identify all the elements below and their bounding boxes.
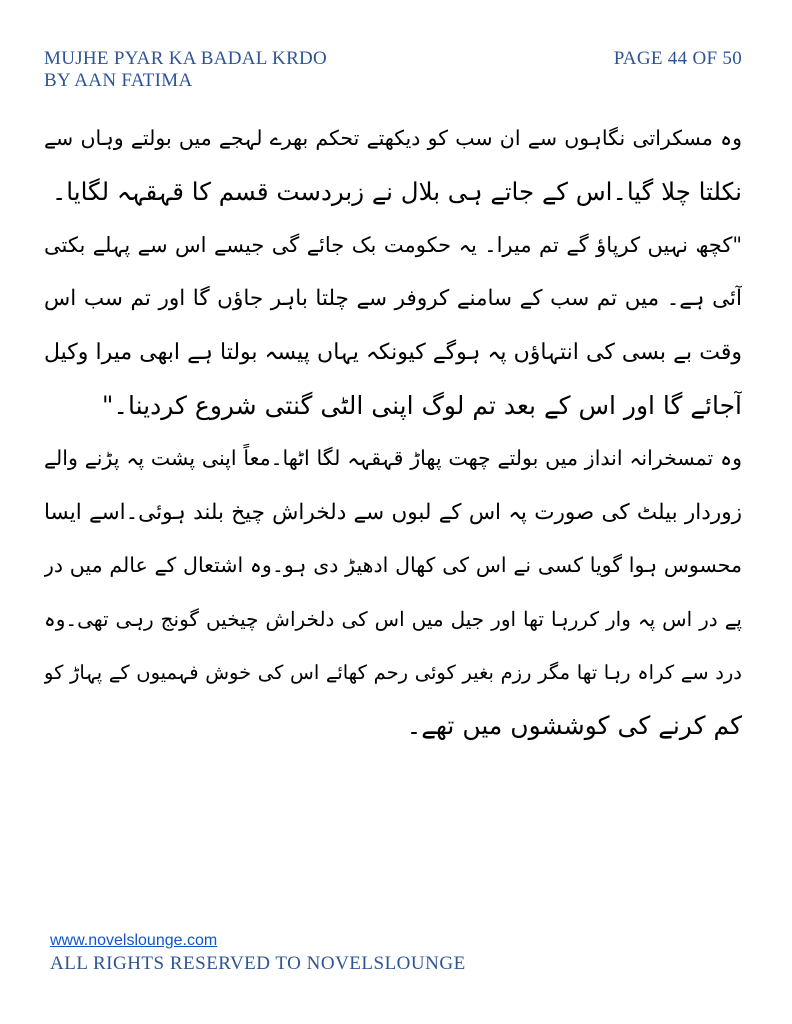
text-line: وہ تمسخرانہ انداز میں بولتے چھت پھاڑ قہقہہ لگا اٹھا۔معاً اپنی پشت پہ پڑنے والے	[44, 446, 742, 471]
website-link[interactable]: www.novelslounge.com	[50, 932, 218, 949]
book-title: MUJHE PYAR KA BADAL KRDO	[44, 48, 328, 69]
text-line: "کچھ نہیں کرپاؤ گے تم میرا۔ یہ حکومت بک جائے گی جیسے اس سے پہلے بکتی	[44, 232, 742, 257]
page-header	[44, 48, 742, 92]
urdu-body-text	[44, 112, 742, 753]
page-number: PAGE 44 OF 50	[613, 48, 742, 69]
header-left	[44, 48, 327, 92]
text-line: آجائے گا اور اس کے بعد تم لوگ اپنی الٹی گنتی شروع کردینا۔"	[101, 390, 742, 420]
text-line: نکلتا چلا گیا۔اس کے جاتے ہی بلال نے زبردست قسم کا قہقہہ لگایا۔	[51, 177, 742, 207]
text-line: زوردار بیلٹ کی صورت پہ اس کے لبوں سے دلخراش چیخ بلند ہوئی۔اسے ایسا	[44, 499, 742, 525]
author-name: BY AAN FATIMA	[44, 70, 193, 91]
text-line: وہ مسکراتی نگاہوں سے ان سب کو دیکھتے تحکم بھرے لہجے میں بولتے وہاں سے	[44, 126, 742, 150]
text-line: محسوس ہوا گویا کسی نے اس کی کھال ادھیڑ دی ہو۔وہ اشتعال کے عالم میں در	[44, 553, 742, 578]
text-line: پے در اس پہ وار کررہا تھا اور جیل میں اس کی دلخراش چیخیں گونج رہی تھی۔وہ	[44, 606, 742, 631]
text-line: وقت بے بسی کی انتہاؤں پہ ہوگے کیونکہ یہاں پیسہ بولتا ہے ابھی میرا وکیل	[44, 339, 742, 365]
text-line: آئی ہے۔ میں تم سب کے سامنے کروفر سے چلتا باہر جاؤں گا اور تم سب اس	[44, 286, 742, 312]
text-line: درد سے کراہ رہا تھا مگر رزم بغیر کوئی رحم کھائے اس کی خوش فہمیوں کے پہاڑ کو	[44, 660, 742, 684]
page-footer	[50, 930, 466, 976]
rights-notice: ALL RIGHTS RESERVED TO NOVELSLOUNGE	[50, 953, 466, 974]
text-line: کم کرنے کی کوششوں میں تھے۔	[406, 711, 742, 741]
